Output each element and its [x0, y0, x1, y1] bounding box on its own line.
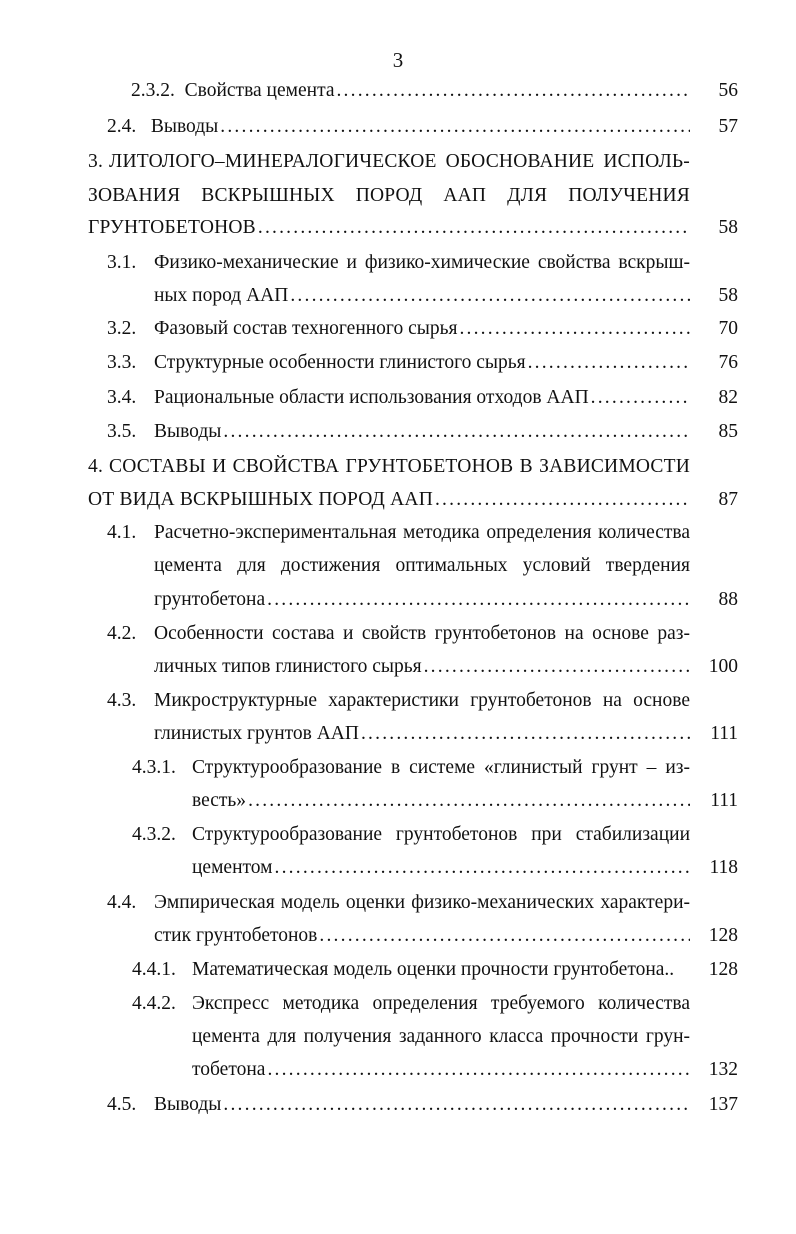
entry-title: Свойства цемента [184, 80, 335, 101]
toc-entry-4-3-line2 [154, 719, 690, 749]
toc-entry-4-4-line2 [154, 921, 690, 951]
toc-entry-2-3-2 [131, 76, 690, 106]
entry-page: 132 [708, 1059, 738, 1080]
entry-page: 128 [708, 925, 738, 946]
entry-page: 85 [718, 421, 738, 442]
entry-page: 57 [718, 116, 738, 137]
toc-entry-4-1-line2: цемента для достижения оптимальных условий твердения [154, 555, 690, 576]
toc-entry-4-4-2-line2: цемента для получения заданного класса прочности грун- [192, 1026, 690, 1047]
entry-title: грунтобетона [154, 589, 266, 610]
toc-entry-3-2 [107, 314, 690, 344]
entry-number: 4.3.1. [132, 757, 176, 778]
entry-title: Экспресс методика определения требуемого количества [192, 993, 690, 1014]
entry-title: Структурные особенности глинистого сырья [154, 352, 526, 373]
entry-page: 111 [710, 790, 738, 811]
toc-entry-4-1-line3 [154, 585, 690, 615]
toc-entry-3-line3 [88, 213, 690, 243]
entry-page: 111 [710, 723, 738, 744]
toc-entry-2-4 [107, 112, 690, 142]
entry-title: весть» [192, 790, 247, 811]
toc-entry-3-3 [107, 348, 690, 378]
toc-entry-4-3-line1 [107, 686, 690, 716]
entry-title: стик грунтобетонов [154, 925, 318, 946]
toc-entry-4-3-1-line1 [132, 753, 690, 783]
entry-number: 3.4. [107, 387, 137, 408]
entry-title: тобетона [192, 1059, 266, 1080]
entry-title: Выводы [154, 421, 222, 442]
entry-number: 4.4. [107, 892, 137, 913]
toc-entry-4-4-2-line1 [132, 989, 690, 1019]
entry-page: 88 [718, 589, 738, 610]
entry-page: 128 [708, 959, 738, 980]
entry-number: 3.5. [107, 421, 137, 442]
entry-number: 4.1. [107, 522, 137, 543]
entry-title: Математическая модель оценки прочности грунтобетона.. [192, 959, 675, 980]
entry-number: 4. [88, 456, 104, 477]
toc-entry-4-2-line1 [107, 619, 690, 649]
toc-entry-4-2-line2 [154, 652, 690, 682]
entry-number: 2.4. [107, 116, 137, 137]
entry-page: 82 [718, 387, 738, 408]
toc-entry-4-4-1 [132, 955, 690, 985]
entry-title: Структурообразование в системе «глинистый грунт – из- [192, 757, 690, 778]
entry-title: Выводы [154, 1094, 222, 1115]
entry-title: Рациональные области использования отходов ААП [154, 387, 589, 408]
entry-page: 56 [718, 80, 738, 101]
entry-page: 137 [708, 1094, 738, 1115]
toc-entry-4-4-2-line3 [192, 1055, 690, 1085]
entry-page: 70 [718, 318, 738, 339]
entry-title: Фазовый состав техногенного сырья [154, 318, 458, 339]
entry-title: Расчетно-экспериментальная методика определения количества [154, 522, 690, 543]
entry-page: 100 [708, 656, 738, 677]
entry-number: 4.4.1. [132, 959, 176, 980]
toc-entry-3-1-line1 [107, 248, 690, 278]
entry-number: 4.2. [107, 623, 137, 644]
entry-title: ОТ ВИДА ВСКРЫШНЫХ ПОРОД ААП [88, 489, 433, 510]
entry-title: СОСТАВЫ И СВОЙСТВА ГРУНТОБЕТОНОВ В ЗАВИСИМОСТИ [109, 456, 690, 477]
entry-page: 76 [718, 352, 738, 373]
entry-title: ных пород ААП [154, 285, 289, 306]
entry-number: 4.4.2. [132, 993, 176, 1014]
toc-entry-4-line2 [88, 485, 690, 515]
entry-page: 58 [718, 285, 738, 306]
entry-title: Выводы [150, 116, 219, 137]
entry-page: 87 [718, 489, 738, 510]
entry-page: 118 [709, 857, 738, 878]
toc-entry-3-4 [107, 383, 690, 413]
toc-entry-3-5 [107, 417, 690, 447]
entry-page: 58 [718, 217, 738, 238]
entry-number: 4.3.2. [132, 824, 176, 845]
page-number: 3 [392, 48, 404, 72]
entry-number: 4.5. [107, 1094, 137, 1115]
entry-title: цементом [192, 857, 273, 878]
entry-number: 4.3. [107, 690, 137, 711]
entry-title: Особенности состава и свойств грунтобетонов на основе раз- [154, 623, 690, 644]
toc-entry-3-1-line2 [154, 281, 690, 311]
toc-entry-4-4-line1 [107, 888, 690, 918]
entry-title: Физико-механические и физико-химические свойства вскрыш- [154, 252, 690, 273]
entry-number: 3.2. [107, 318, 137, 339]
entry-number: 3.3. [107, 352, 137, 373]
toc-entry-4-3-2-line1 [132, 820, 690, 850]
entry-number: 2.3.2. [131, 80, 175, 101]
toc-entry-3-line2: ЗОВАНИЯ ВСКРЫШНЫХ ПОРОД ААП ДЛЯ ПОЛУЧЕНИЯ [88, 185, 690, 206]
toc-entry-4-5 [107, 1090, 690, 1120]
entry-title: ЛИТОЛОГО–МИНЕРАЛОГИЧЕСКОЕ ОБОСНОВАНИЕ ИСПОЛЬ- [109, 151, 690, 172]
toc-entry-3-line1 [88, 147, 690, 177]
entry-title: Эмпирическая модель оценки физико-механических характери- [154, 892, 690, 913]
entry-title: личных типов глинистого сырья [154, 656, 422, 677]
toc-entry-4-1-line1 [107, 518, 690, 548]
entry-title: Микроструктурные характеристики грунтобетонов на основе [154, 690, 690, 711]
toc-entry-4-3-2-line2 [192, 853, 690, 883]
entry-number: 3. [88, 151, 104, 172]
toc-entry-4-3-1-line2 [192, 786, 690, 816]
toc-entry-4-line1 [88, 452, 690, 482]
entry-title: Структурообразование грунтобетонов при стабилизации [192, 824, 690, 845]
entry-number: 3.1. [107, 252, 137, 273]
entry-title: ГРУНТОБЕТОНОВ [88, 217, 256, 238]
entry-title: глинистых грунтов ААП [154, 723, 359, 744]
